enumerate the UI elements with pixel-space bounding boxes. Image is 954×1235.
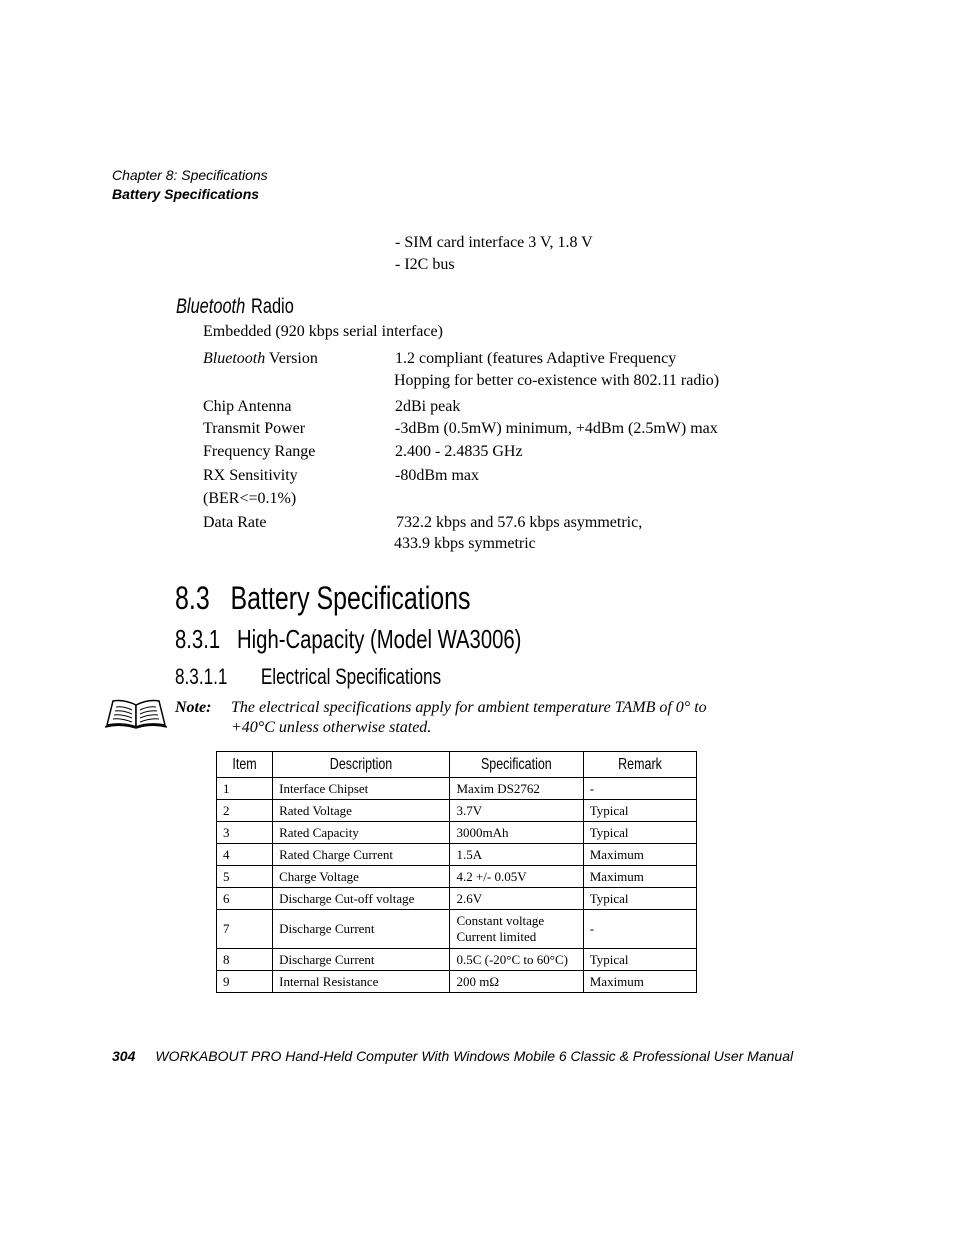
version-label-rest: Version — [265, 350, 318, 367]
rx-label-ber: (BER<=0.1%) — [203, 490, 297, 507]
cell-item: 5 — [217, 866, 273, 888]
header-specification-text: Specification — [481, 755, 552, 773]
footer-title: WORKABOUT PRO Hand-Held Computer With Windows Mobile 6 Classic & Professional User Manual — [155, 1048, 794, 1064]
freq-label: Frequency Range — [203, 443, 316, 460]
version-label — [203, 350, 318, 368]
cell-remark: Maximum — [583, 866, 696, 888]
table-row — [217, 866, 697, 888]
cell-specification: 1.5A — [450, 844, 583, 866]
cell-remark: Typical — [583, 822, 696, 844]
header-description-text: Description — [330, 755, 393, 773]
i2c-bus-line: - I2C bus — [395, 256, 455, 273]
table-row — [217, 844, 697, 866]
cell-remark: Typical — [583, 949, 696, 971]
open-book-icon — [104, 697, 168, 729]
heading-battery-specifications — [175, 580, 554, 617]
cell-specification: 2.6V — [450, 888, 583, 910]
cell-specification: Maxim DS2762 — [450, 778, 583, 800]
cell-remark: Maximum — [583, 844, 696, 866]
antenna-label: Chip Antenna — [203, 398, 292, 415]
cell-item: 3 — [217, 822, 273, 844]
header-remark — [583, 752, 696, 778]
rate-value-line1: 732.2 kbps and 57.6 kbps asymmetric, — [396, 514, 643, 531]
cell-item: 9 — [217, 971, 273, 993]
cell-remark: - — [583, 778, 696, 800]
rx-value: -80dBm max — [395, 467, 479, 484]
page-number: 304 — [112, 1048, 136, 1064]
cell-item: 1 — [217, 778, 273, 800]
version-value-line2: Hopping for better co-existence with 802.11 radio) — [394, 372, 720, 389]
header-item-text: Item — [232, 755, 257, 773]
heading-high-capacity — [175, 624, 619, 655]
rate-label: Data Rate — [203, 514, 267, 531]
bluetooth-title-rest: Radio — [250, 295, 294, 318]
power-label: Transmit Power — [203, 420, 306, 437]
table-row — [217, 822, 697, 844]
note-text-line1: The electrical specifications apply for ambient temperature TAMB of 0° to — [231, 699, 707, 716]
section-header: Battery Specifications — [112, 186, 260, 202]
cell-specification: 3000mAh — [450, 822, 583, 844]
rx-label: RX Sensitivity — [203, 467, 298, 484]
embedded-line: Embedded (920 kbps serial interface) — [203, 323, 443, 340]
note-label: Note: — [175, 699, 212, 716]
cell-description: Rated Voltage — [273, 800, 450, 822]
cell-item: 6 — [217, 888, 273, 910]
table-row — [217, 910, 697, 949]
table-row — [217, 949, 697, 971]
cell-specification: 0.5C (-20°C to 60°C) — [450, 949, 583, 971]
cell-specification-line2: Current limited — [456, 929, 537, 944]
cell-description: Discharge Current — [273, 910, 450, 949]
header-item — [217, 752, 273, 778]
power-value: -3dBm (0.5mW) minimum, +4dBm (2.5mW) max — [395, 420, 718, 437]
bluetooth-title-italic: Bluetooth — [176, 295, 246, 318]
cell-description: Interface Chipset — [273, 778, 450, 800]
freq-value: 2.400 - 2.4835 GHz — [395, 443, 523, 460]
heading-1-text: 8.3 Battery Specifications — [175, 580, 471, 616]
table-row — [217, 888, 697, 910]
table-row — [217, 800, 697, 822]
table-row — [217, 971, 697, 993]
cell-specification — [450, 910, 583, 949]
version-value-line1: 1.2 compliant (features Adaptive Frequency — [395, 350, 677, 367]
cell-specification: 200 mΩ — [450, 971, 583, 993]
antenna-value: 2dBi peak — [395, 398, 461, 415]
header-description — [273, 752, 450, 778]
cell-description: Internal Resistance — [273, 971, 450, 993]
cell-description: Discharge Current — [273, 949, 450, 971]
cell-item: 8 — [217, 949, 273, 971]
cell-specification-line1: Constant voltage — [456, 913, 545, 928]
rate-value-line2: 433.9 kbps symmetric — [394, 535, 536, 552]
cell-item: 2 — [217, 800, 273, 822]
version-label-italic: Bluetooth — [203, 350, 266, 367]
cell-item: 4 — [217, 844, 273, 866]
heading-2-text: 8.3.1 High-Capacity (Model WA3006) — [175, 624, 522, 654]
cell-description: Charge Voltage — [273, 866, 450, 888]
cell-description: Discharge Cut-off voltage — [273, 888, 450, 910]
note-text-line2: +40°C unless otherwise stated. — [231, 719, 432, 736]
cell-remark: - — [583, 910, 696, 949]
table-header-row — [217, 752, 697, 778]
cell-description: Rated Charge Current — [273, 844, 450, 866]
cell-item: 7 — [217, 910, 273, 949]
header-specification — [450, 752, 583, 778]
heading-electrical-specifications — [175, 664, 516, 690]
table-row — [217, 778, 697, 800]
cell-remark: Typical — [583, 800, 696, 822]
electrical-spec-table — [216, 751, 697, 993]
cell-remark: Typical — [583, 888, 696, 910]
cell-description: Rated Capacity — [273, 822, 450, 844]
page-footer — [112, 1048, 793, 1064]
cell-remark: Maximum — [583, 971, 696, 993]
header-remark-text: Remark — [618, 755, 662, 773]
sim-interface-line: - SIM card interface 3 V, 1.8 V — [395, 234, 593, 251]
cell-specification: 3.7V — [450, 800, 583, 822]
bluetooth-radio-title — [176, 294, 306, 319]
cell-specification: 4.2 +/- 0.05V — [450, 866, 583, 888]
heading-3-text: 8.3.1.1 Electrical Specifications — [175, 664, 442, 689]
chapter-header: Chapter 8: Specifications — [112, 167, 268, 183]
